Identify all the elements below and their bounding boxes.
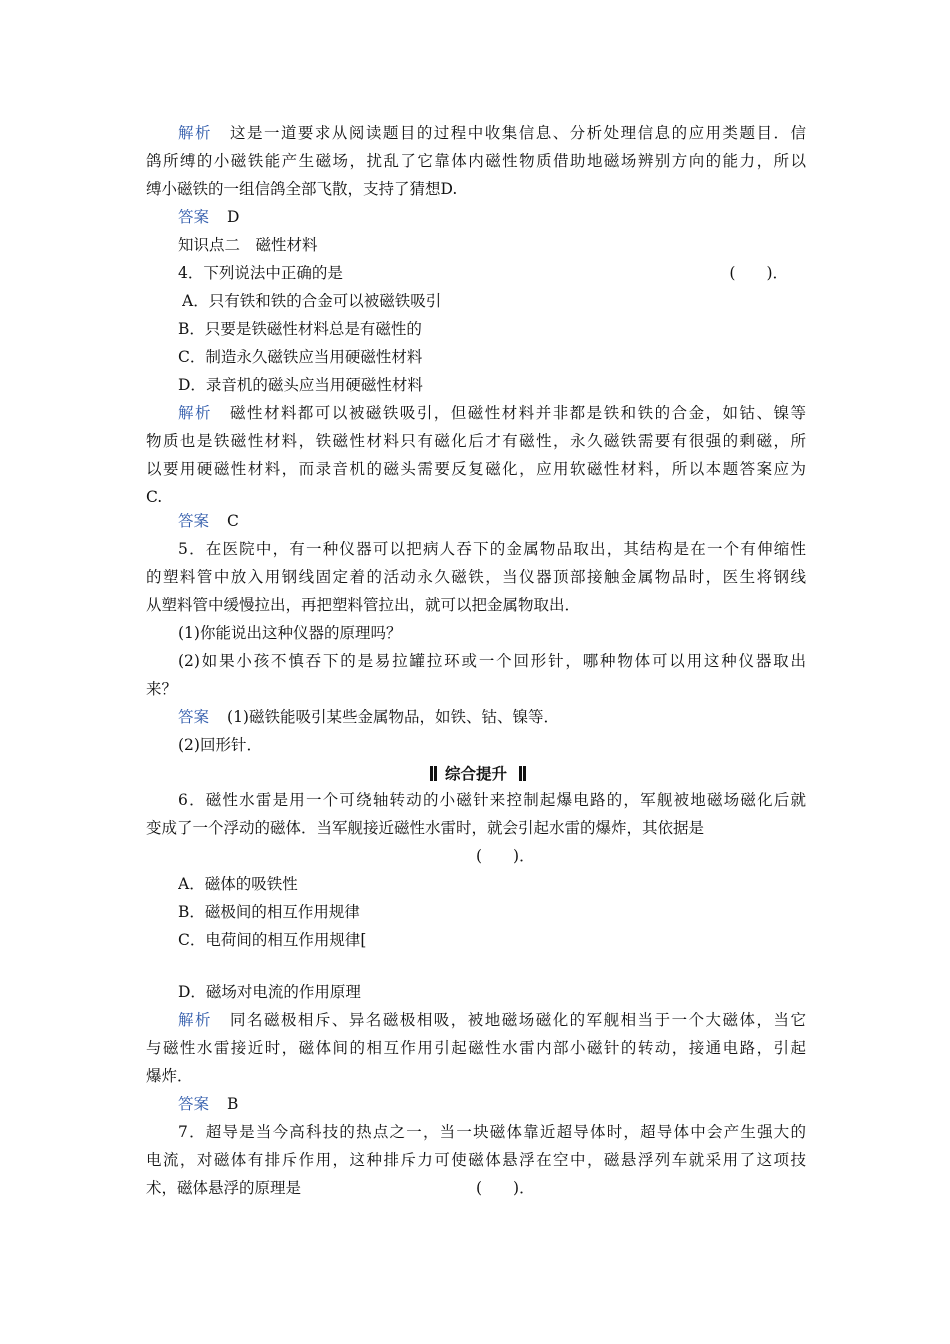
q6-stem-line-2: 变成了一个浮动的磁体．当军舰接近磁性水雷时，就会引起水雷的爆炸，其依据是 [146, 819, 705, 837]
q4-analysis-line-3: 以要用硬磁性材料，而录音机的磁头需要反复磁化，应用软磁性材料，所以本题答案应为 [146, 460, 806, 478]
analysis-label: 解析 [178, 1011, 212, 1029]
q5-answer-2: (2)回形针． [178, 736, 262, 754]
q3-analysis-line-3: 缚小磁铁的一组信鸽全部飞散，支持了猜想D. [146, 180, 458, 198]
q3-answer-value: D [227, 208, 240, 226]
q6-analysis-line-2: 与磁性水雷接近时，磁体间的相互作用引起磁性水雷内部小磁针的转动，接通电路，引起 [146, 1039, 806, 1057]
q4-option-c: C．制造永久磁铁应当用硬磁性材料 [178, 348, 423, 366]
q4-stem: 4．下列说法中正确的是 ( )． [178, 264, 788, 282]
q3-analysis-line-1: 解析 这是一道要求从阅读题目的过程中收集信息、分析处理信息的应用类题目．信 [178, 124, 806, 142]
knowledge-point-heading: 知识点二 磁性材料 [178, 236, 318, 254]
analysis-label: 解析 [178, 404, 212, 422]
q6-option-d: D．磁场对电流的作用原理 [178, 983, 361, 1001]
q6-option-a: A．磁体的吸铁性 [178, 875, 298, 893]
q4-answer-value: C [227, 512, 239, 530]
q6-analysis-line-1: 解析 同名磁极相斥、异名磁极相吸，被地磁场磁化的军舰相当于一个大磁体，当它 [178, 1011, 806, 1029]
q6-option-b: B．磁极间的相互作用规律 [178, 903, 360, 921]
q7-stem-line-1: 7．超导是当今高科技的热点之一，当一块磁体靠近超导体时，超导体中会产生强大的 [178, 1123, 806, 1141]
q4-answer [178, 511, 806, 531]
q6-answer-value: B [227, 1095, 239, 1113]
q5-stem-line-2: 的塑料管中放入用钢线固定着的活动永久磁铁，当仪器顶部接触金属物品时，医生将钢线 [146, 568, 806, 586]
q6-analysis-line-3: 爆炸． [146, 1067, 193, 1085]
answer-label: 答案 [178, 512, 210, 530]
q5-answer-1: 答案 (1)磁铁能吸引某些金属物品，如铁、钴、镍等． [178, 708, 559, 726]
q4-option-a: A．只有铁和铁的合金可以被磁铁吸引 [182, 292, 442, 310]
q3-answer [178, 207, 806, 227]
section-bar-right-icon [519, 766, 522, 781]
answer-label: 答案 [178, 1095, 210, 1113]
q7-answer-paren: ( )． [476, 1179, 535, 1197]
answer-label: 答案 [178, 708, 210, 726]
q4-analysis-line-2: 物质也是铁磁性材料，铁磁性材料只有磁化后才有磁性，永久磁铁需要有很强的剩磁，所 [146, 432, 806, 450]
q4-answer-paren: ( )． [729, 264, 788, 282]
answer-label: 答案 [178, 208, 210, 226]
section-heading-comprehensive: 综合提升 [146, 762, 806, 784]
section-bar-left-icon [430, 766, 433, 781]
q6-answer [178, 1094, 806, 1114]
q5-subquestion-1: (1)你能说出这种仪器的原理吗？ [178, 624, 402, 642]
q5-subquestion-2-line-1: (2)如果小孩不慎吞下的是易拉罐拉环或一个回形针，哪种物体可以用这种仪器取出 [178, 652, 806, 670]
q3-analysis-line-2: 鸽所缚的小磁铁能产生磁场，扰乱了它靠体内磁性物质借助地磁场辨别方向的能力，所以 [146, 152, 806, 170]
q5-stem-line-1: 5．在医院中，有一种仪器可以把病人吞下的金属物品取出，其结构是在一个有伸缩性 [178, 540, 806, 558]
q6-stem-line-1: 6．磁性水雷是用一个可绕轴转动的小磁针来控制起爆电路的，军舰被地磁场磁化后就 [178, 791, 806, 809]
q4-option-d: D．录音机的磁头应当用硬磁性材料 [178, 376, 423, 394]
q5-subquestion-2-line-2: 来？ [146, 680, 178, 698]
q4-option-b: B．只要是铁磁性材料总是有磁性的 [178, 320, 422, 338]
q5-stem-line-3: 从塑料管中缓慢拉出，再把塑料管拉出，就可以把金属物取出． [146, 596, 581, 614]
q7-stem-line-2: 电流，对磁体有排斥作用，这种排斥力可使磁体悬浮在空中，磁悬浮列车就采用了这项技 [146, 1151, 806, 1169]
q4-analysis-line-4: C. [146, 488, 163, 506]
q6-answer-paren: ( )． [476, 847, 535, 865]
q7-stem-line-3: 术，磁体悬浮的原理是 ( )． [146, 1179, 535, 1197]
q4-analysis-line-1: 解析 磁性材料都可以被磁铁吸引，但磁性材料并非都是铁和铁的合金，如钴、镍等 [178, 404, 806, 422]
analysis-label: 解析 [178, 124, 212, 142]
q6-option-c: C．电荷间的相互作用规律[ [178, 931, 367, 949]
